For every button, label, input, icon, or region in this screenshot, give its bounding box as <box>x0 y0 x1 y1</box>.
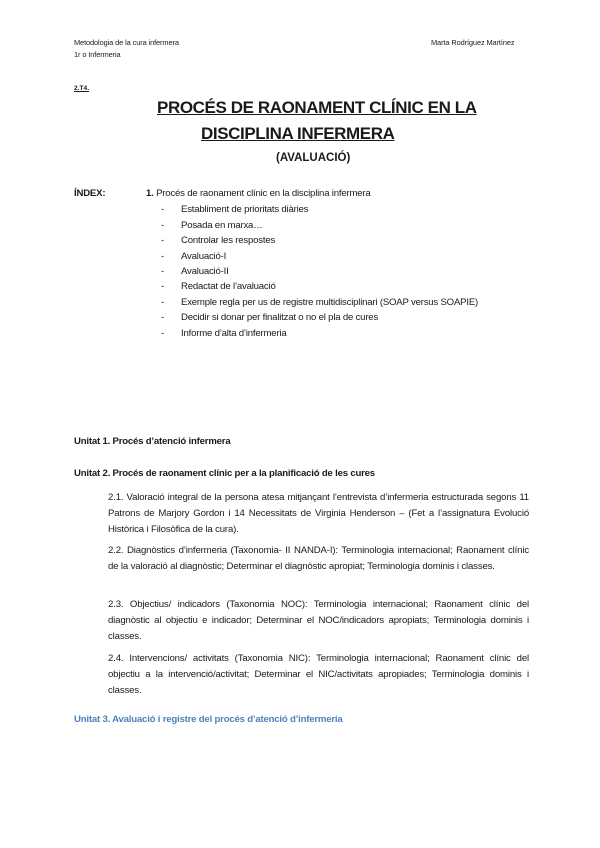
index-item-text: Exemple regla per us de registre multidisciplinari (SOAP versus SOAPIE) <box>181 297 479 308</box>
list-bullet: - <box>161 297 165 308</box>
unit-2-heading: Unitat 2. Procés de raonament clínic per a la planificació de les cures <box>74 468 375 479</box>
unit-2-item: 2.1. Valoració integral de la persona atesa mitjançant l’entrevista d’infermeria estructurada segons 11 Patrons de Marjory Gordon i 14 Necessitats de Virginia Henderson – (Fet a l’assignatura Evolució Històrica i Filosòfica de la cura). <box>108 492 529 535</box>
index-item-text: Avaluació-I <box>181 251 227 262</box>
page-title-line-1: PROCÉS DE RAONAMENT CLÍNIC EN LA <box>157 98 477 117</box>
list-bullet: - <box>161 328 165 339</box>
unit-2-item: 2.3. Objectius/ indicadors (Taxonomia NOC): Terminologia internacional; Raonament clínic del diagnòstic al objectiu e indicador; Determinar el NOC/indicadors apropiats; Terminologia dominis i classes. <box>108 599 529 642</box>
list-bullet: - <box>161 266 165 277</box>
index-item-text: Posada en marxa… <box>181 220 263 231</box>
document-tag: 2.T4. <box>74 85 90 92</box>
list-bullet: - <box>161 235 165 246</box>
index-item-text: Informe d’alta d’infermeria <box>181 328 287 339</box>
header-course: 1r o Infermeria <box>74 50 121 59</box>
unit-1-heading: Unitat 1. Procés d’atenció infermera <box>74 436 231 447</box>
page-title-line-2: DISCIPLINA INFERMERA <box>201 124 395 143</box>
index-item-text: Avaluació-II <box>181 266 229 277</box>
page-subtitle: (AVALUACIÓ) <box>276 152 351 164</box>
index-item-text: Controlar les respostes <box>181 235 276 246</box>
header-subject: Metodologia de la cura infermera <box>74 38 179 47</box>
header-author: Marta Rodríguez Martínez <box>431 38 515 47</box>
unit-2-item: 2.2. Diagnòstics d’infermeria (Taxonomia- II NANDA-I): Terminologia internacional; Raonament clínic de la valoració al diagnòstic; Determinar el diagnòstic apropiat; Terminologia dominis i classes. <box>108 545 529 572</box>
list-bullet: - <box>161 204 165 215</box>
index-item-text: Redactat de l’avaluació <box>181 281 276 292</box>
index-item-text: Establiment de prioritats diàries <box>181 204 309 215</box>
index-item-text: Decidir si donar per finalitzat o no el pla de cures <box>181 312 379 323</box>
unit-3-heading: Unitat 3. Avaluació i registre del procés d’atenció d’infermeria <box>74 714 343 725</box>
index-label: ÍNDEX: <box>74 188 106 199</box>
index-heading-text: Procés de raonament clínic en la disciplina infermera <box>156 188 371 199</box>
index-heading <box>146 188 371 199</box>
unit-2-item: 2.4. Intervencions/ activitats (Taxonomia NIC): Terminologia internacional; Raonament clínic del objectiu a la intervenció/activitat; Determinar el NIC/activitats apropiades; Terminologia dominis i classes. <box>108 653 529 696</box>
list-bullet: - <box>161 220 165 231</box>
list-bullet: - <box>161 251 165 262</box>
list-bullet: - <box>161 281 165 292</box>
list-bullet: - <box>161 312 165 323</box>
index-number: 1. <box>146 188 154 199</box>
